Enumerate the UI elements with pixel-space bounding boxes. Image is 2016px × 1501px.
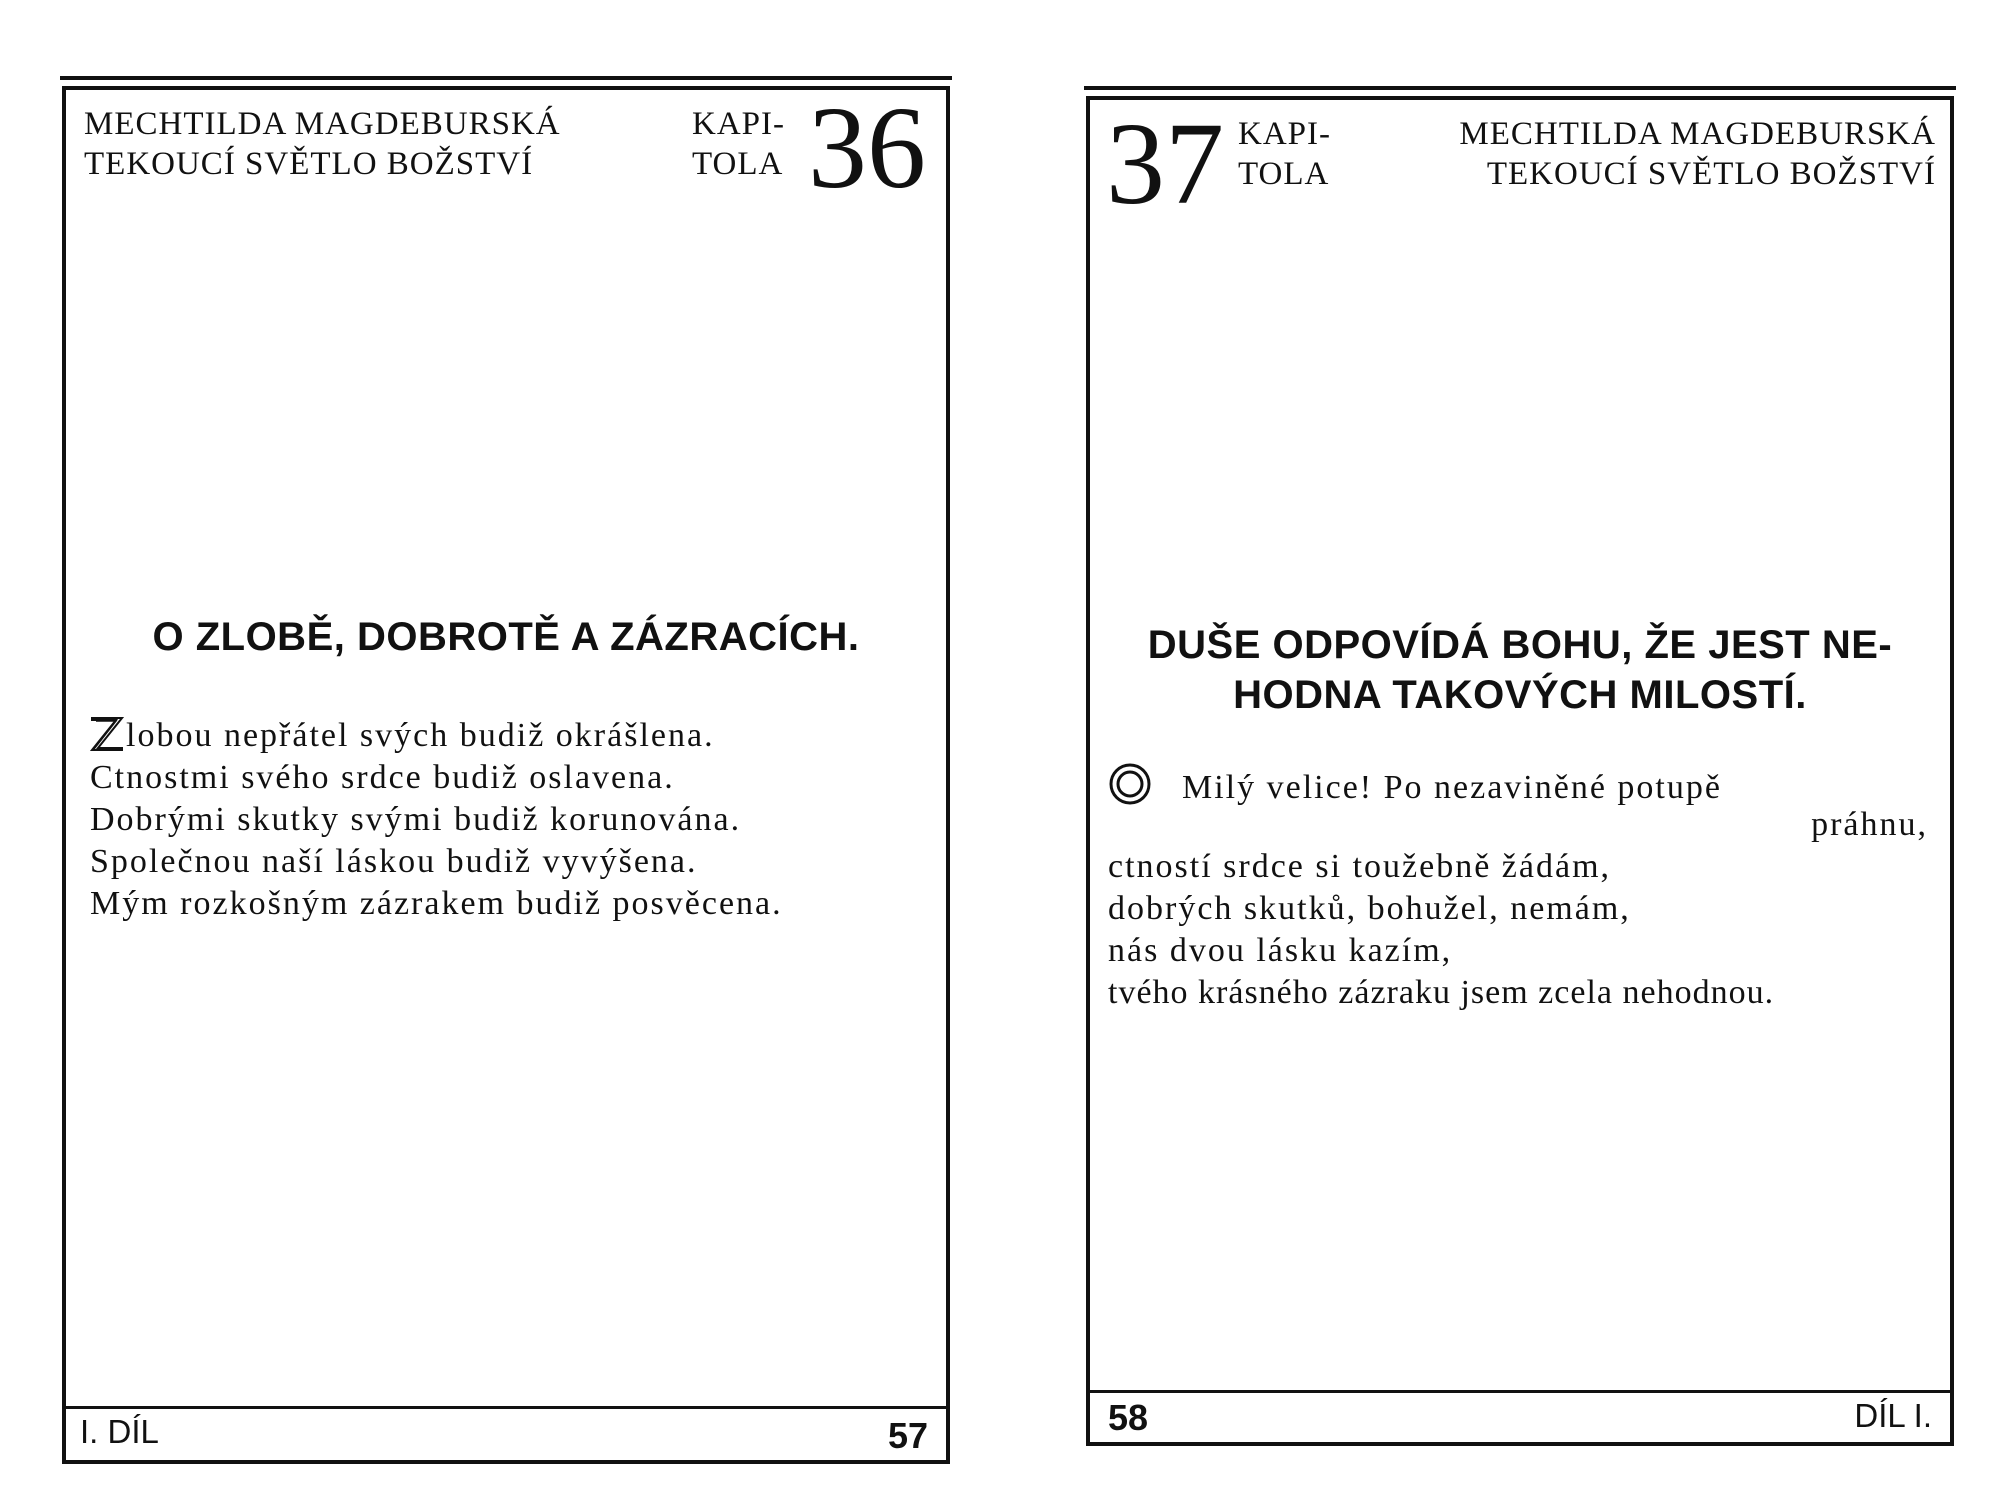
poem-line-2: ctností srdce si toužebně žádám, [1108,848,1612,885]
left-page [62,82,950,1464]
poem-line-3: Dobrými skutky svými budiž korunována. [90,801,742,838]
poem-line-1-end: práhnu, [1811,806,1928,843]
double-ring-ornament-icon [1108,762,1152,806]
poem-line-text: Milý velice! Po nezaviněné potupě [1182,769,1722,806]
header-book-title: TEKOUCÍ SVĚTLO BOŽSTVÍ [1486,156,1936,192]
chapter-number: 37 [1106,98,1224,229]
header-author: MECHTILDA MAGDEBURSKÁ [84,106,561,142]
page-number: 57 [887,1415,928,1456]
top-rule [1084,86,1956,90]
page-number: 58 [1108,1397,1149,1438]
poem-line-5: Mým rozkošným zázrakem budiž posvěcena. [90,885,783,922]
bottom-rule [1088,1390,1952,1393]
chapter-number: 36 [808,82,926,213]
poem-line-1 [90,715,715,757]
chapter-word-bottom: TOLA [1238,156,1330,192]
poem-line-4: Společnou naší láskou budiž vyvýšena. [90,843,698,880]
header-book-title: TEKOUCÍ SVĚTLO BOŽSTVÍ [84,146,534,182]
chapter-title: O ZLOBĚ, DOBROTĚ A ZÁZRACÍCH. [152,615,860,659]
right-page [1086,96,1954,1446]
chapter-word-top: KAPI- [1238,116,1331,152]
decorated-initial-z-icon [90,716,124,752]
chapter-word-top: KAPI- [692,106,785,142]
top-rule [60,76,952,80]
chapter-title-line-1: DUŠE ODPOVÍDÁ BOHU, ŽE JEST NE- [1147,623,1893,667]
poem-line-2: Ctnostmi svého srdce budiž oslavena. [90,759,675,796]
poem-line-1 [1108,762,1722,809]
poem-line-4: nás dvou lásku kazím, [1108,932,1453,969]
footer-part: DÍL I. [1854,1397,1932,1434]
poem-line-3: dobrých skutků, bohužel, nemám, [1108,890,1631,927]
poem-line-text: lobou nepřátel svých budiž okrášlena. [126,717,715,754]
footer-part: I. DÍL [80,1413,159,1450]
chapter-word-bottom: TOLA [692,146,784,182]
poem-line-5: tvého krásného zázraku jsem zcela nehodnou. [1108,974,1775,1011]
header-author: MECHTILDA MAGDEBURSKÁ [1459,116,1936,152]
bottom-rule [64,1406,948,1409]
chapter-title-line-2: HODNA TAKOVÝCH MILOSTÍ. [1233,673,1807,717]
